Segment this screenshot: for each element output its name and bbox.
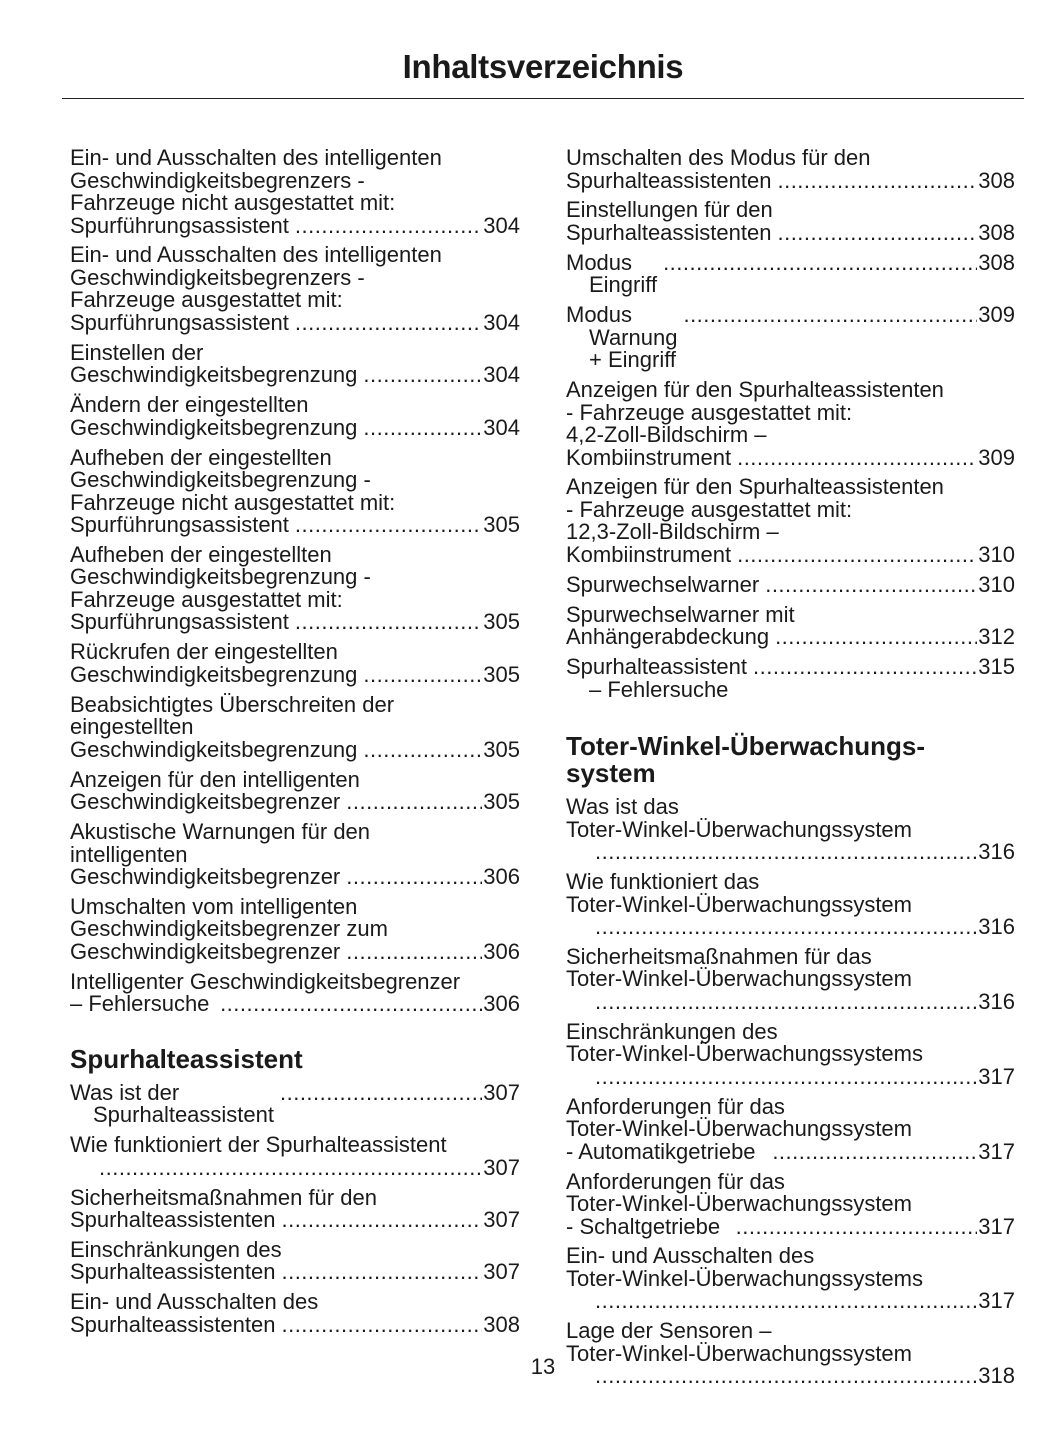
- toc-entry-text: Modus Warnung + Eingriff: [566, 302, 678, 373]
- toc-entry-text: Anzeigen für den Spurhalteassistenten: [566, 377, 944, 403]
- toc-entry-text: Umschalten des Modus für den: [566, 145, 871, 170]
- section-heading-line: system: [566, 758, 656, 789]
- toc-entry-ein-und-ausschalten-des-intelligenten-geschwindi[interactable]: [70, 147, 520, 237]
- toc-entry-text: Spurwechselwarner: [566, 571, 760, 597]
- dot-leader: [295, 215, 482, 238]
- toc-entry-text: Geschwindigkeitsbegrenzer: [70, 938, 341, 964]
- toc-entry-text: Ein- und Ausschalten des intelligenten: [70, 242, 442, 268]
- toc-entry-text: Spurführungsassistent: [70, 309, 289, 335]
- toc-entry-text: - Automatikgetriebe: [566, 1138, 756, 1164]
- dot-leader: [363, 417, 482, 440]
- toc-entry-text: Anforderungen für das: [566, 1168, 785, 1194]
- toc-page-number: 305: [483, 789, 520, 815]
- toc-entry-text: Fahrzeuge nicht ausgestattet mit:: [70, 190, 396, 215]
- toc-entry-text: Ändern der eingestellten: [70, 392, 309, 418]
- dot-leader: [220, 993, 482, 1016]
- toc-entry-text: Spurführungsassistent: [70, 512, 289, 538]
- dot-leader: [753, 656, 977, 679]
- toc-entry-umschalten-vom-intelligenten-geschwindigkeitsbeg[interactable]: [70, 893, 520, 964]
- toc-page-number: 318: [978, 1363, 1015, 1389]
- toc-page-number: 308: [978, 219, 1015, 245]
- toc-page-number: 310: [978, 571, 1015, 597]
- toc-entry-einschrankungen-des-spurhalteassistenten[interactable]: [70, 1236, 520, 1285]
- toc-entry-text: Lage der Sensoren –: [566, 1318, 772, 1344]
- toc-entry-sicherheitsmassnahmen-fur-den-spurhalteassistent[interactable]: [70, 1184, 520, 1233]
- toc-page-number: 306: [483, 991, 520, 1017]
- toc-entry-text: Einstellungen für den: [566, 197, 773, 223]
- toc-page-number: 310: [978, 541, 1015, 567]
- toc-entry-anzeigen-fur-den-intelligenten-geschwindigkeitsb[interactable]: [70, 766, 520, 815]
- toc-page-number: 317: [978, 1138, 1015, 1164]
- dot-leader: [765, 574, 977, 597]
- toc-entry-ruckrufen-der-eingestellten-geschwindigkeitsbegr[interactable]: [70, 641, 520, 686]
- toc-entry-spurwechselwarner[interactable]: [566, 571, 1015, 597]
- toc-page-number: 316: [978, 914, 1015, 940]
- toc-entry-text: Geschwindigkeitsbegrenzer: [70, 864, 341, 890]
- toc-entry-text: - Schaltgetriebe: [566, 1213, 721, 1239]
- toc-page-number: 307: [483, 1154, 520, 1180]
- toc-entry-anforderungen-fur-das-toter-winkel-uberwachungss[interactable]: [566, 1168, 1015, 1239]
- section-heading-line: Toter-Winkel-Überwachungs-: [566, 731, 925, 762]
- toc-page-number: 312: [978, 624, 1015, 650]
- dot-leader: [346, 941, 482, 964]
- toc-entry-text: Rückrufen der eingestellten: [70, 639, 338, 665]
- dot-leader: [295, 312, 482, 335]
- toc-entry-text: Anhängerabdeckung: [566, 624, 770, 650]
- toc-entry-text: Geschwindigkeitsbegrenzers -: [70, 167, 365, 193]
- page-number: 13: [530, 1354, 556, 1379]
- toc-entry-text: Geschwindigkeitsbegrenzung: [70, 736, 358, 762]
- toc-entry-intelligenter-geschwindigkeitsbegrenzer-fehlersu[interactable]: [70, 968, 520, 1017]
- toc-entry-text: Anzeigen für den Spurhalteassistenten: [566, 474, 944, 500]
- toc-page-number: 306: [483, 864, 520, 890]
- toc-entry-text: Geschwindigkeitsbegrenzung: [70, 362, 358, 388]
- toc-entry-text: Fahrzeuge ausgestattet mit:: [70, 586, 343, 612]
- toc-page-number: 308: [978, 167, 1015, 193]
- section-heading-spurhalteassistent: [70, 1043, 520, 1074]
- toc-entry-modus-eingriff[interactable]: [566, 249, 1015, 298]
- toc-entry-text: Anzeigen für den intelligenten: [70, 766, 360, 792]
- toc-entry-text: Sicherheitsmaßnahmen für den: [70, 1184, 377, 1210]
- toc-entry-text: Toter-Winkel-Überwachungssystem: [566, 966, 912, 992]
- dot-leader: [775, 626, 977, 649]
- dot-leader: [363, 739, 482, 762]
- toc-entry-text: Einstellen der: [70, 339, 204, 365]
- toc-entry-text: Wie funktioniert das: [566, 869, 760, 895]
- toc-entry-text: Spurhalteassistenten: [566, 167, 772, 193]
- toc-entry-text: Geschwindigkeitsbegrenzung -: [70, 564, 371, 590]
- dot-leader: [281, 1314, 482, 1337]
- toc-entry-text: Geschwindigkeitsbegrenzers -: [70, 264, 365, 290]
- dot-leader: [595, 1290, 977, 1313]
- dot-leader: [281, 1209, 482, 1232]
- dot-leader: [363, 364, 482, 387]
- toc-entry-text: Toter-Winkel-Überwachungssystems: [566, 1041, 923, 1067]
- toc-entry-text: Kombiinstrument: [566, 444, 732, 470]
- dot-leader: [772, 1141, 977, 1164]
- toc-entry-text: Fahrzeuge ausgestattet mit:: [70, 287, 343, 313]
- toc-entry-text: Spurhalteassistent – Fehlersuche: [566, 654, 747, 702]
- toc-entry-einschrankungen-des-toter-winkel-uberwachungssys[interactable]: [566, 1018, 1015, 1089]
- toc-entry-text: Spurhalteassistenten: [70, 1259, 276, 1285]
- toc-page-number: 316: [978, 839, 1015, 865]
- toc-entry-text: Spurwechselwarner mit: [566, 601, 795, 627]
- dot-leader: [346, 791, 482, 814]
- toc-entry-text: Akustische Warnungen für den: [70, 819, 371, 845]
- toc-entry-text: Spurführungsassistent: [70, 212, 289, 238]
- toc-page-number: 317: [978, 1288, 1015, 1314]
- toc-entry-akustische-warnungen-fur-den-intelligenten-gesch[interactable]: [70, 821, 520, 889]
- toc-entry-text: Geschwindigkeitsbegrenzung -: [70, 467, 371, 493]
- dot-leader: [99, 1157, 482, 1180]
- toc-entry-text: Intelligenter Geschwindigkeitsbegrenzer: [70, 968, 461, 994]
- section-heading-line: Spurhalteassistent: [70, 1043, 303, 1074]
- toc-entry-text: Kombiinstrument: [566, 541, 732, 567]
- dot-leader: [346, 866, 482, 889]
- toc-entry-text: Geschwindigkeitsbegrenzung: [70, 414, 358, 440]
- toc-page-number: 309: [978, 302, 1015, 328]
- dot-leader: [363, 664, 482, 687]
- toc-entry-spurwechselwarner-mit-anhangerabdeckung[interactable]: [566, 601, 1015, 650]
- toc-entry-was-ist-der-spurhalteassistent[interactable]: [70, 1079, 520, 1128]
- toc-entry-text: Aufheben der eingestellten: [70, 541, 332, 567]
- toc-entry-umschalten-des-modus-fur-den-spurhalteassistente[interactable]: [566, 147, 1015, 192]
- toc-entry-text: Einschränkungen des: [70, 1236, 282, 1262]
- toc-page-number: 305: [483, 609, 520, 635]
- toc-entry-wie-funktioniert-das-toter-winkel-uberwachungssy[interactable]: [566, 871, 1015, 939]
- toc-entry-text: Geschwindigkeitsbegrenzer: [70, 789, 341, 815]
- toc-entry-andern-der-eingestellten-geschwindigkeitsbegrenz[interactable]: [70, 394, 520, 439]
- toc-page-number: 308: [978, 249, 1015, 275]
- dot-leader: [595, 916, 977, 939]
- dot-leader: [295, 514, 482, 537]
- toc-entry-text: Spurhalteassistenten: [70, 1207, 276, 1233]
- toc-entry-ein-und-ausschalten-des-toter-winkel-uberwachung[interactable]: [566, 1245, 1015, 1313]
- toc-entry-text: Ein- und Ausschalten des intelligenten: [70, 145, 442, 170]
- toc-entry-text: Geschwindigkeitsbegrenzer zum: [70, 916, 388, 942]
- dot-leader: [595, 841, 977, 864]
- toc-page-number: 305: [483, 736, 520, 762]
- toc-page-number: 304: [483, 212, 520, 238]
- toc-entry-text: Aufheben der eingestellten: [70, 444, 332, 470]
- toc-entry-text: Anforderungen für das: [566, 1093, 785, 1119]
- dot-leader: [737, 447, 977, 470]
- dot-leader: [663, 252, 977, 275]
- dot-leader: [736, 1216, 978, 1239]
- toc-page-number: 307: [483, 1207, 520, 1233]
- toc-entry-anzeigen-fur-den-spurhalteassistenten-fahrzeuge-[interactable]: [566, 476, 1015, 566]
- toc-entry-text: Sicherheitsmaßnahmen für das: [566, 943, 872, 969]
- toc-entry-text: Spurführungsassistent: [70, 609, 289, 635]
- toc-entry-text: Was ist das: [566, 794, 679, 820]
- toc-entry-text: Was ist der Spurhalteassistent: [70, 1079, 274, 1128]
- dot-leader: [280, 1082, 482, 1105]
- toc-entry-text: Toter-Winkel-Überwachungssystem: [566, 891, 912, 917]
- toc-page-number: 309: [978, 444, 1015, 470]
- toc-entry-ein-und-ausschalten-des-spurhalteassistenten[interactable]: [70, 1291, 520, 1336]
- toc-page-number: 308: [483, 1311, 520, 1337]
- toc-page-number: 304: [483, 414, 520, 440]
- toc-entry-text: Ein- und Ausschalten des: [566, 1243, 815, 1269]
- toc-entry-text: Fahrzeuge nicht ausgestattet mit:: [70, 489, 396, 515]
- toc-entry-text: Beabsichtigtes Überschreiten der: [70, 691, 395, 717]
- toc-entry-einstellen-der-geschwindigkeitsbegrenzung[interactable]: [70, 339, 520, 388]
- toc-entry-text: Spurhalteassistenten: [566, 219, 772, 245]
- toc-entry-spurhalteassistent-fehlersuche[interactable]: [566, 656, 1015, 701]
- dot-leader: [295, 611, 482, 634]
- toc-entry-text: Modus Eingriff: [566, 249, 658, 298]
- toc-entry-text: Toter-Winkel-Überwachungssystem: [566, 1191, 912, 1217]
- toc-entry-modus-warnung-eingriff[interactable]: [566, 304, 1015, 372]
- title-divider: [62, 98, 1024, 99]
- toc-entry-text: Wie funktioniert der Spurhalteassistent: [70, 1132, 447, 1158]
- toc-entry-text: – Fehlersuche: [70, 991, 210, 1017]
- toc-entry-beabsichtigtes-uberschreiten-der-eingestellten-g[interactable]: [70, 691, 520, 762]
- toc-page-number: 304: [483, 309, 520, 335]
- toc-entry-einstellungen-fur-den-spurhalteassistenten[interactable]: [566, 199, 1015, 244]
- toc-page-number: 305: [483, 512, 520, 538]
- toc-entry-sicherheitsmassnahmen-fur-das-toter-winkel-uberw[interactable]: [566, 943, 1015, 1014]
- toc-left-column: [70, 147, 520, 1344]
- toc-entry-aufheben-der-eingestellten-geschwindigkeitsbegre[interactable]: [70, 444, 520, 538]
- dot-leader: [595, 991, 977, 1014]
- toc-entry-text: Toter-Winkel-Überwachungssystem: [566, 1116, 912, 1142]
- toc-entry-text: intelligenten: [70, 841, 188, 867]
- toc-entry-text: Toter-Winkel-Überwachungssystem: [566, 816, 912, 842]
- toc-page-number: 317: [978, 1063, 1015, 1089]
- toc-page-number: 316: [978, 988, 1015, 1014]
- dot-leader: [777, 170, 977, 193]
- toc-entry-text: 4,2-Zoll-Bildschirm –: [566, 422, 767, 448]
- toc-page-number: 307: [483, 1079, 520, 1105]
- toc-entry-text: Ein- und Ausschalten des: [70, 1289, 319, 1315]
- toc-entry-text: Einschränkungen des: [566, 1018, 778, 1044]
- toc-page-number: 305: [483, 661, 520, 687]
- toc-entry-was-ist-das-toter-winkel-uberwachungssystem[interactable]: [566, 796, 1015, 864]
- dot-leader: [595, 1066, 977, 1089]
- toc-entry-text: Umschalten vom intelligenten: [70, 893, 358, 919]
- toc-entry-text: Toter-Winkel-Überwachungssystems: [566, 1265, 923, 1291]
- toc-entry-text: eingestellten: [70, 714, 194, 740]
- toc-entry-wie-funktioniert-der-spurhalteassistent[interactable]: [70, 1134, 520, 1179]
- toc-page-number: 315: [978, 654, 1015, 680]
- toc-page-number: 306: [483, 938, 520, 964]
- toc-page-number: 307: [483, 1259, 520, 1285]
- toc-entry-anforderungen-fur-das-toter-winkel-uberwachungss[interactable]: [566, 1093, 1015, 1164]
- toc-entry-text: 12,3-Zoll-Bildschirm –: [566, 519, 779, 545]
- page-title: Inhaltsverzeichnis: [402, 48, 684, 85]
- toc-page-number: 317: [978, 1213, 1015, 1239]
- toc-entry-text: - Fahrzeuge ausgestattet mit:: [566, 399, 853, 425]
- toc-entry-anzeigen-fur-den-spurhalteassistenten-fahrzeuge-[interactable]: [566, 379, 1015, 469]
- toc-entry-text: - Fahrzeuge ausgestattet mit:: [566, 496, 853, 522]
- dot-leader: [777, 222, 977, 245]
- toc-page-number: 304: [483, 362, 520, 388]
- toc-right-column: [566, 147, 1015, 1395]
- toc-entry-text: Geschwindigkeitsbegrenzung: [70, 661, 358, 687]
- section-heading-toter-winkel-uberwachungs-system: [566, 733, 1015, 787]
- dot-leader: [281, 1261, 482, 1284]
- toc-entry-ein-und-ausschalten-des-intelligenten-geschwindi[interactable]: [70, 244, 520, 334]
- toc-entry-text: Spurhalteassistenten: [70, 1311, 276, 1337]
- dot-leader: [683, 304, 977, 327]
- toc-entry-aufheben-der-eingestellten-geschwindigkeitsbegre[interactable]: [70, 541, 520, 635]
- dot-leader: [737, 544, 977, 567]
- toc-entry-text: Toter-Winkel-Überwachungssystem: [566, 1340, 912, 1366]
